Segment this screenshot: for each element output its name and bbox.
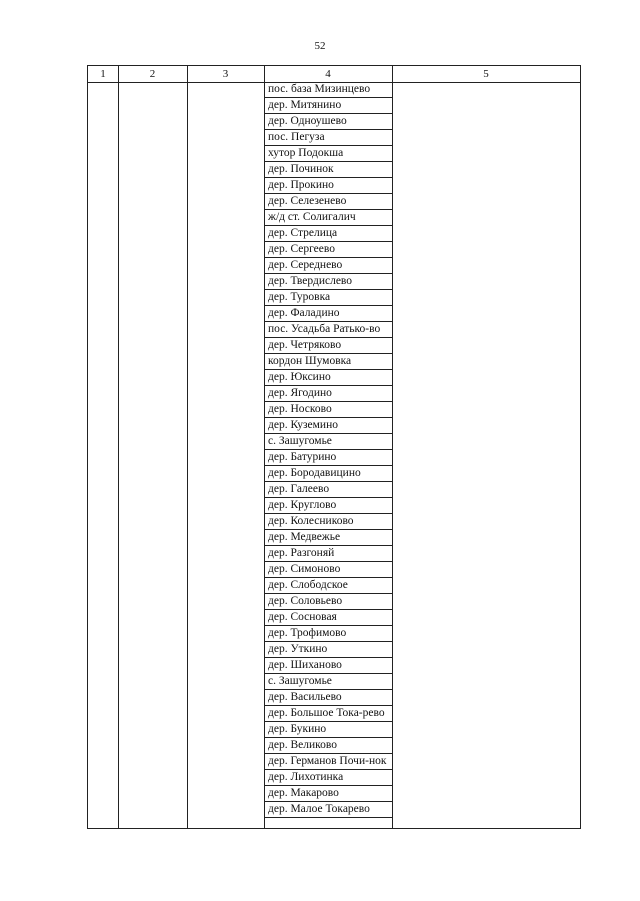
table-header-row <box>88 66 580 83</box>
settlement-row: дер. Колесниково <box>264 514 392 530</box>
settlement-row: дер. Митянино <box>264 98 392 114</box>
settlement-row: дер. Большое Тока-рево <box>264 706 392 722</box>
settlement-row: дер. Симоново <box>264 562 392 578</box>
settlement-row: дер. Слободское <box>264 578 392 594</box>
settlement-row: ж/д ст. Солигалич <box>264 210 392 226</box>
settlement-row: дер. Шиханово <box>264 658 392 674</box>
settlement-row: дер. Васильево <box>264 690 392 706</box>
settlement-row: дер. Стрелица <box>264 226 392 242</box>
settlement-row: дер. Трофимово <box>264 626 392 642</box>
column-divider <box>187 66 188 828</box>
settlement-row: дер. Германов Почи-нок <box>264 754 392 770</box>
settlement-row: дер. Четряково <box>264 338 392 354</box>
settlement-row: дер. Букино <box>264 722 392 738</box>
column-divider <box>118 66 119 828</box>
settlement-row: дер. Сергеево <box>264 242 392 258</box>
settlement-row: дер. Галеево <box>264 482 392 498</box>
settlement-row: хутор Подокша <box>264 146 392 162</box>
column-divider <box>392 66 393 828</box>
settlement-row: дер. Макарово <box>264 786 392 802</box>
settlement-row: дер. Селезенево <box>264 194 392 210</box>
settlement-row: дер. Уткино <box>264 642 392 658</box>
settlement-row: дер. Малое Токарево <box>264 802 392 818</box>
header-cell-3: 3 <box>222 68 229 80</box>
header-cell-1: 1 <box>100 68 106 80</box>
settlement-row: дер. Одноушево <box>264 114 392 130</box>
header-cell-5: 5 <box>483 68 489 80</box>
settlement-row: дер. Юксино <box>264 370 392 386</box>
settlement-row: дер. Фаладино <box>264 306 392 322</box>
settlement-row: дер. Разгоняй <box>264 546 392 562</box>
settlement-row: дер. Ягодино <box>264 386 392 402</box>
settlement-row: дер. Великово <box>264 738 392 754</box>
page-number: 52 <box>314 40 326 52</box>
settlement-row: пос. Усадьба Ратько-во <box>264 322 392 338</box>
settlement-row: пос. Пегуза <box>264 130 392 146</box>
settlement-list <box>264 82 392 818</box>
settlement-row: с. Зашугомье <box>264 434 392 450</box>
settlement-row: дер. Починок <box>264 162 392 178</box>
settlement-row: дер. Сосновая <box>264 610 392 626</box>
settlement-row: дер. Прокино <box>264 178 392 194</box>
settlement-row: дер. Лихотинка <box>264 770 392 786</box>
settlement-row: пос. база Мизинцево <box>264 82 392 98</box>
settlement-row: дер. Куземино <box>264 418 392 434</box>
header-cell-2: 2 <box>149 68 156 80</box>
settlement-row: дер. Твердислево <box>264 274 392 290</box>
settlement-row: кордон Шумовка <box>264 354 392 370</box>
settlement-row: дер. Середнево <box>264 258 392 274</box>
document-table <box>87 65 581 829</box>
settlement-row: с. Зашугомье <box>264 674 392 690</box>
settlement-row: дер. Носково <box>264 402 392 418</box>
settlement-row: дер. Круглово <box>264 498 392 514</box>
header-cell-4: 4 <box>325 68 331 80</box>
settlement-row: дер. Медвежье <box>264 530 392 546</box>
settlement-row: дер. Соловьево <box>264 594 392 610</box>
settlement-row: дер. Бородавицино <box>264 466 392 482</box>
settlement-row: дер. Туровка <box>264 290 392 306</box>
settlement-row: дер. Батурино <box>264 450 392 466</box>
